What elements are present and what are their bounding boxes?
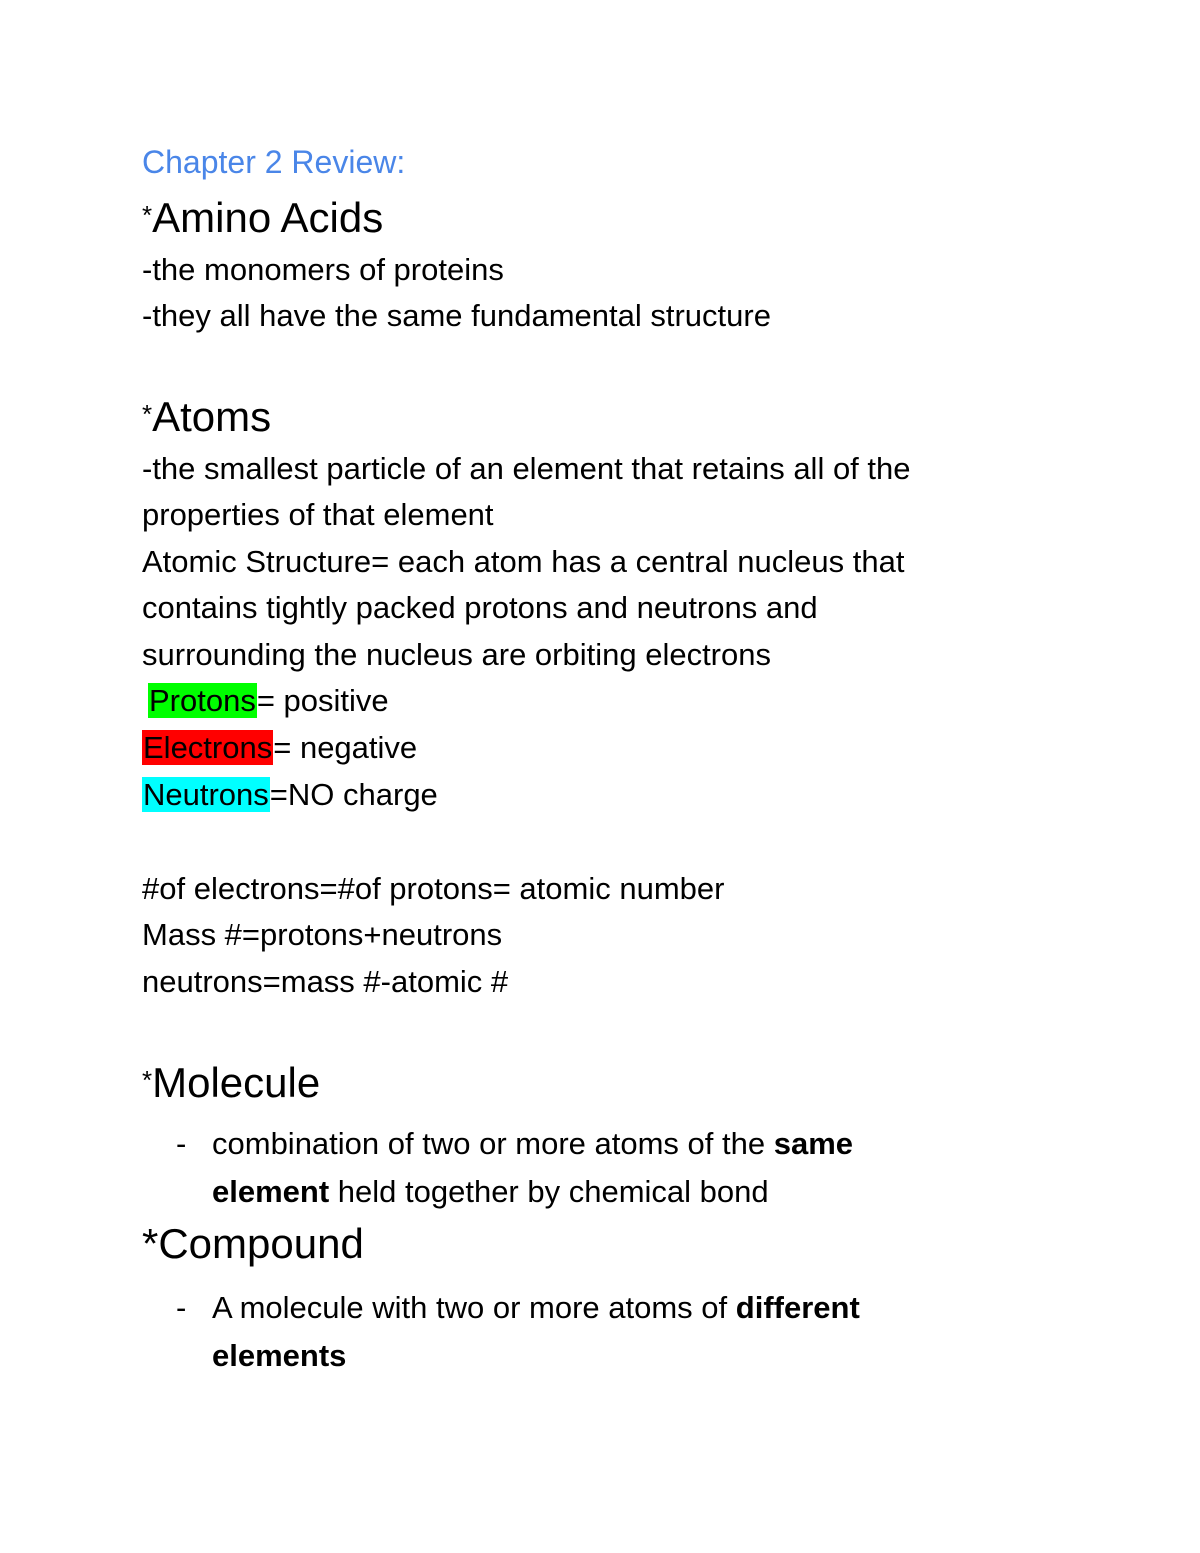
charge-value: =NO charge — [269, 777, 438, 812]
heading-compound: *Compound — [142, 1220, 364, 1267]
text-line: -they all have the same fundamental structure — [142, 298, 771, 333]
bullet-dash: - — [176, 1126, 187, 1161]
text-run: A molecule with two or more atoms of — [212, 1290, 736, 1325]
bold-text: elements — [212, 1338, 347, 1373]
highlight-neutrons: Neutrons — [143, 777, 269, 812]
molecule-line-1 — [212, 1124, 853, 1164]
molecule-line-2 — [212, 1172, 769, 1212]
heading-star: * — [142, 1065, 153, 1095]
highlight-protons: Protons — [149, 683, 256, 718]
page-title: Chapter 2 Review: — [142, 144, 406, 180]
charge-electrons — [142, 728, 417, 768]
heading-star: * — [142, 200, 153, 230]
highlight-electrons: Electrons — [143, 730, 273, 765]
heading-molecule — [142, 1054, 320, 1109]
bullet-dash: - — [176, 1290, 187, 1325]
text-line: -the monomers of proteins — [142, 252, 504, 287]
text-run: held together by chemical bond — [329, 1174, 769, 1209]
heading-text: Atoms — [152, 393, 272, 440]
bold-text: different — [735, 1290, 860, 1325]
text-line: properties of that element — [142, 497, 494, 532]
charge-neutrons — [142, 775, 438, 815]
charge-protons — [148, 681, 389, 721]
compound-line-1 — [212, 1288, 860, 1328]
formula-line: neutrons=mass #-atomic # — [142, 964, 509, 999]
text-run: combination of two or more atoms of the — [212, 1126, 774, 1161]
bold-text: element — [212, 1174, 330, 1209]
bold-text: same — [773, 1126, 854, 1161]
formula-line: #of electrons=#of protons= atomic number — [142, 871, 725, 906]
text-line: Atomic Structure= each atom has a central nucleus that — [142, 544, 905, 579]
text-line: surrounding the nucleus are orbiting electrons — [142, 637, 771, 672]
charge-value: = positive — [256, 683, 389, 718]
heading-star: * — [142, 399, 153, 429]
heading-text: Molecule — [152, 1059, 321, 1106]
heading-atoms — [142, 388, 271, 443]
text-line: contains tightly packed protons and neutrons and — [142, 590, 818, 625]
text-line: -the smallest particle of an element that retains all of the — [142, 451, 911, 486]
compound-line-2 — [212, 1336, 346, 1376]
heading-text: Amino Acids — [152, 194, 384, 241]
heading-amino-acids — [142, 189, 383, 244]
formula-line: Mass #=protons+neutrons — [142, 917, 503, 952]
charge-value: = negative — [273, 730, 418, 765]
